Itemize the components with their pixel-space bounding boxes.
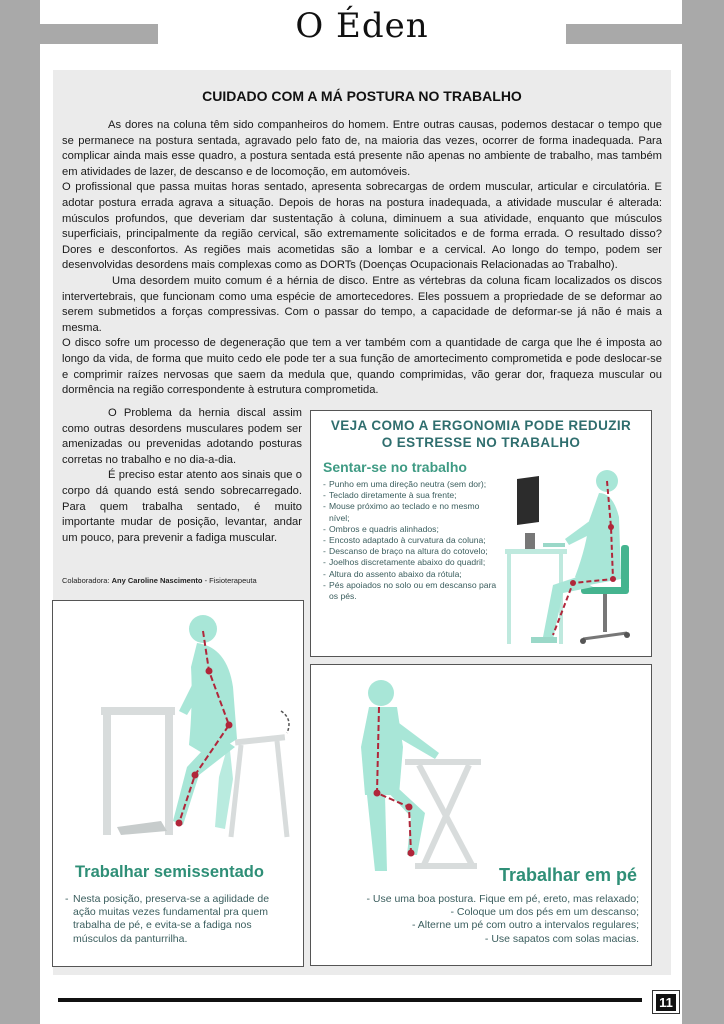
- right-side-bar: [682, 0, 724, 1024]
- paragraph-3: Uma desordem muito comum é a hérnia de disco. Entre as vértebras da coluna ficam localizados os discos intervertebrais, que funcionam como uma espécie de amortecedores. Eles possuem a propriedade de se deformar ao serem submetidos a forças compressivas. Com o passar do tempo, a capacidade de deformar-se já não é mais a mesma.: [62, 274, 662, 334]
- ergonomics-subtitle: Sentar-se no trabalho: [323, 459, 467, 475]
- credit-role: - Fisioterapeuta: [202, 576, 257, 585]
- list-item: - Punho em uma direção neutra (sem dor);: [323, 479, 498, 490]
- list-item: - Descanso de braço na altura do cotovelo;: [323, 546, 498, 557]
- list-item: - Joelhos discretamente abaixo do quadril;: [323, 557, 498, 568]
- article-title: CUIDADO COM A MÁ POSTURA NO TRABALHO: [202, 88, 522, 104]
- credit-name: Any Caroline Nascimento: [111, 576, 203, 585]
- ergonomics-title-line1: VEJA COMO A ERGONOMIA PODE REDUZIR: [330, 418, 632, 433]
- semi-seated-title: Trabalhar semissentado: [75, 863, 264, 881]
- paragraph-4: O disco sofre um processo de degeneração que tem a ver também com a quantidade de carga que lhe é imposta ao longo da vida, de forma que muito cedo ele pode ter a sua função de amortecimento comprometida e pode deslocar-se e comprimir raízes nervosas que saem da medula que, quando comprimidas, vão gerar dor, fraqueza muscular ou dormência na região correspondente à estrutura comprometida.: [62, 337, 662, 397]
- semi-seated-illustration: [97, 607, 297, 843]
- footer-rule: [58, 998, 642, 1002]
- ergonomics-title: [311, 417, 651, 451]
- paragraph-1: As dores na coluna têm sido companheiros do homem. Entre outras causas, podemos destacar o tempo que se permanece na postura sentada, agravado pelo fato de, na maioria das vezes, ocorrer de forma inadequada. Para complicar ainda mais esse quadro, a postura sentada está presente não apenas no ambiente de trabalho, mas também em atividades de lazer, de descanso e de locomoção, em automóveis.: [62, 119, 662, 178]
- page-number-box: [652, 990, 680, 1014]
- list-item: - Teclado diretamente à sua frente;: [323, 490, 498, 501]
- ergonomics-title-line2: O ESTRESSE NO TRABALHO: [381, 435, 581, 450]
- standing-list: [323, 893, 639, 946]
- list-item: - Use sapatos com solas macias.: [323, 933, 639, 946]
- list-item: - Pés apoiados no solo ou em descanso para os pés.: [323, 580, 498, 602]
- seated-worker-illustration: [503, 467, 649, 653]
- list-item: - Encosto adaptado à curvatura da coluna;: [323, 535, 498, 546]
- standing-title: Trabalhar em pé: [498, 865, 637, 885]
- list-item: - Alterne um pé com outro a intervalos regulares;: [323, 919, 639, 932]
- paragraph-6: É preciso estar atento aos sinais que o corpo dá quando está sendo sobrecarregado. Para quem trabalha sentado, é muito importante mudar de posição, levantar, andar um pouco, para prevenir a fadiga muscular.: [62, 469, 302, 544]
- paragraph-2: O profissional que passa muitas horas sentado, apresenta sobrecargas de ordem muscular, articular e circulatória. E adotar postura errada agrava a situação. Depois de horas na postura inadequada, a atividade muscular é alterada: músculos profundos, que deveriam dar sustentação à coluna, diminuem a sua atividade, enquanto que músculos superficiais, principalmente da região cervical, são extremamente solicitados e de forma errada. O resultado disso? Dores e desconfortos. As regiões mais acometidas são a lombar e a cervical. Ao longo do tempo, podem ser desenvolvidas desordens mais complexas como as DORTs (Doenças Ocupacionais Relacionadas ao Trabalho).: [62, 181, 662, 272]
- credit-label: Colaboradora:: [62, 576, 110, 585]
- list-item: - Mouse próximo ao teclado e no mesmo nível;: [323, 501, 498, 523]
- list-item: - Altura do assento abaixo da rótula;: [323, 569, 498, 580]
- magazine-masthead: O Éden: [295, 6, 429, 46]
- list-item: - Ombros e quadris alinhados;: [323, 524, 498, 535]
- list-item: - Coloque um dos pés em um descanso;: [323, 906, 639, 919]
- page-number: 11: [656, 994, 676, 1011]
- standing-panel: [310, 664, 652, 966]
- paragraph-5: O Problema da hernia discal assim como outras desordens musculares podem ser amenizadas ou prevenidas adotando posturas corretas no trabalho e no dia-a-dia.: [62, 407, 302, 466]
- semi-seated-panel: [52, 600, 304, 967]
- article-credit: [62, 576, 257, 585]
- article-column: [62, 406, 302, 546]
- semi-seated-list: [65, 893, 293, 946]
- list-item: - Use uma boa postura. Fique em pé, ereto, mas relaxado;: [323, 893, 639, 906]
- list-item: - Nesta posição, preserva-se a agilidade de ação muitas vezes fundamental pra quem trabalha de pé, e evita-se a fadiga nos músculos da panturrilha.: [65, 893, 293, 946]
- ergonomics-list: [323, 479, 498, 602]
- ergonomics-panel: [310, 410, 652, 657]
- header-tab-left: [40, 24, 158, 44]
- article-body: [62, 118, 662, 399]
- left-side-bar: [0, 0, 40, 1024]
- standing-illustration: [341, 677, 501, 877]
- header-tab-right: [566, 24, 682, 44]
